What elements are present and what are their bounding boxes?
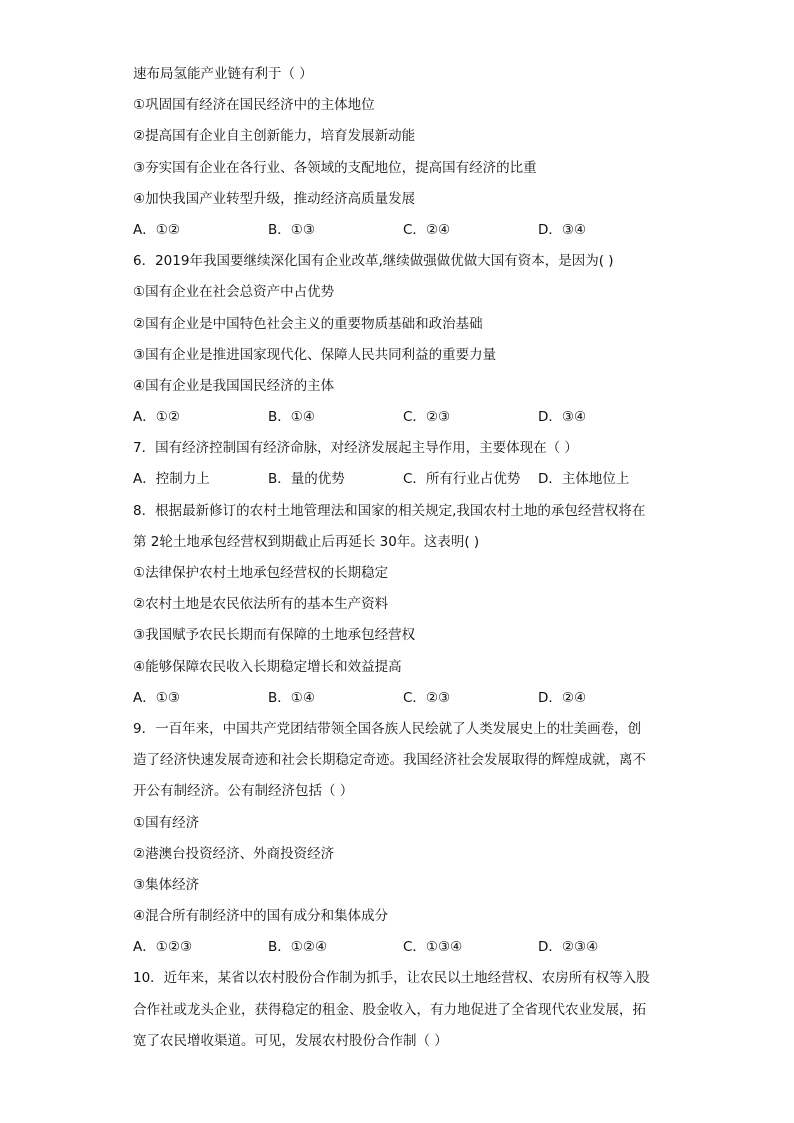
option-d: D．③④ bbox=[538, 221, 587, 238]
statement-2: ②国有企业是中国特色社会主义的重要物质基础和政治基础 bbox=[133, 315, 483, 332]
answer-options bbox=[133, 688, 673, 719]
option-d: D．②④ bbox=[538, 689, 587, 706]
statement-2: ②提高国有企业自主创新能力，培育发展新动能 bbox=[133, 128, 416, 145]
statement-1: ①国有经济 bbox=[133, 814, 200, 831]
statement-3: ③集体经济 bbox=[133, 876, 200, 893]
statement-3: ③我国赋予农民长期而有保障的土地承包经营权 bbox=[133, 627, 416, 644]
statement-3: ③夯实国有企业在各行业、各领域的支配地位，提高国有经济的比重 bbox=[133, 159, 537, 176]
option-c: C．②③ bbox=[403, 689, 451, 706]
option-a: A．①② bbox=[133, 409, 180, 426]
option-c: C．①③④ bbox=[403, 939, 463, 956]
statement-3: ③国有企业是推进国家现代化、保障人民共同利益的重要力量 bbox=[133, 346, 497, 363]
option-b: B．量的优势 bbox=[268, 471, 345, 488]
option-b: B．①②④ bbox=[268, 939, 328, 956]
option-a: A．①② bbox=[133, 221, 180, 238]
question-8-stem-line-2: 第 2轮土地承包经营权到期截止后再延长 30年。这表明( ) bbox=[133, 533, 480, 550]
option-a: A．控制力上 bbox=[133, 471, 210, 488]
question-10-stem-line-2: 合作社或龙头企业，获得稳定的租金、股金收入，有力地促进了全省现代农业发展，拓 bbox=[133, 1001, 646, 1018]
answer-options bbox=[133, 407, 673, 438]
statement-1: ①国有企业在社会总资产中占优势 bbox=[133, 284, 335, 301]
question-stem: 速布局氢能产业链有利于（ ） bbox=[133, 66, 313, 82]
option-a: A．①③ bbox=[133, 689, 180, 706]
statement-4: ④国有企业是我国国民经济的主体 bbox=[133, 377, 335, 394]
statement-4: ④加快我国产业转型升级，推动经济高质量发展 bbox=[133, 190, 416, 207]
option-a: A．①②③ bbox=[133, 939, 193, 956]
statement-1: ①法律保护农村土地承包经营权的长期稳定 bbox=[133, 565, 389, 581]
statement-4: ④能够保障农民收入长期稳定增长和效益提高 bbox=[133, 658, 402, 675]
option-b: B．①④ bbox=[268, 409, 315, 426]
statement-4: ④混合所有制经济中的国有成分和集体成分 bbox=[133, 908, 389, 925]
exam-page bbox=[133, 64, 673, 1062]
statement-1: ①巩固国有经济在国民经济中的主体地位 bbox=[133, 97, 375, 114]
option-d: D．②③④ bbox=[538, 939, 599, 956]
option-c: C．②③ bbox=[403, 409, 451, 426]
option-b: B．①③ bbox=[268, 221, 315, 238]
question-9-stem-line-2: 造了经济快速发展奇迹和社会长期稳定奇迹。我国经济社会发展取得的辉煌成就，离不 bbox=[133, 752, 646, 769]
question-9-stem-line-3: 开公有制经济。公有制经济包括（ ） bbox=[133, 783, 354, 800]
question-10-stem-line-1: 10．近年来，某省以农村股份合作制为抓手，让农民以土地经营权、农房所有权等入股 bbox=[133, 970, 650, 987]
option-d: D．主体地位上 bbox=[538, 471, 630, 488]
option-c: C．②④ bbox=[403, 221, 451, 238]
answer-options bbox=[133, 220, 673, 251]
option-c: C．所有行业占优势 bbox=[403, 471, 521, 488]
question-7-stem: 7．国有经济控制国有经济命脉，对经济发展起主导作用，主要体现在（ ） bbox=[133, 440, 578, 457]
statement-2: ②港澳台投资经济、外商投资经济 bbox=[133, 845, 335, 862]
answer-options bbox=[133, 937, 673, 968]
answer-options bbox=[133, 469, 673, 500]
question-8-stem-line-1: 8．根据最新修订的农村土地管理法和国家的相关规定,我国农村土地的承包经营权将在 bbox=[133, 502, 646, 519]
option-b: B．①④ bbox=[268, 689, 315, 706]
question-10-stem-line-3: 宽了农民增收渠道。可见，发展农村股份合作制（ ） bbox=[133, 1032, 448, 1049]
question-6-stem: 6．2019年我国要继续深化国有企业改革,继续做强做优做大国有资本，是因为( ) bbox=[133, 253, 614, 270]
statement-2: ②农村土地是农民依法所有的基本生产资料 bbox=[133, 596, 389, 613]
question-9-stem-line-1: 9．一百年来，中国共产党团结带领全国各族人民绘就了人类发展史上的壮美画卷，创 bbox=[133, 720, 642, 737]
option-d: D．③④ bbox=[538, 409, 587, 426]
